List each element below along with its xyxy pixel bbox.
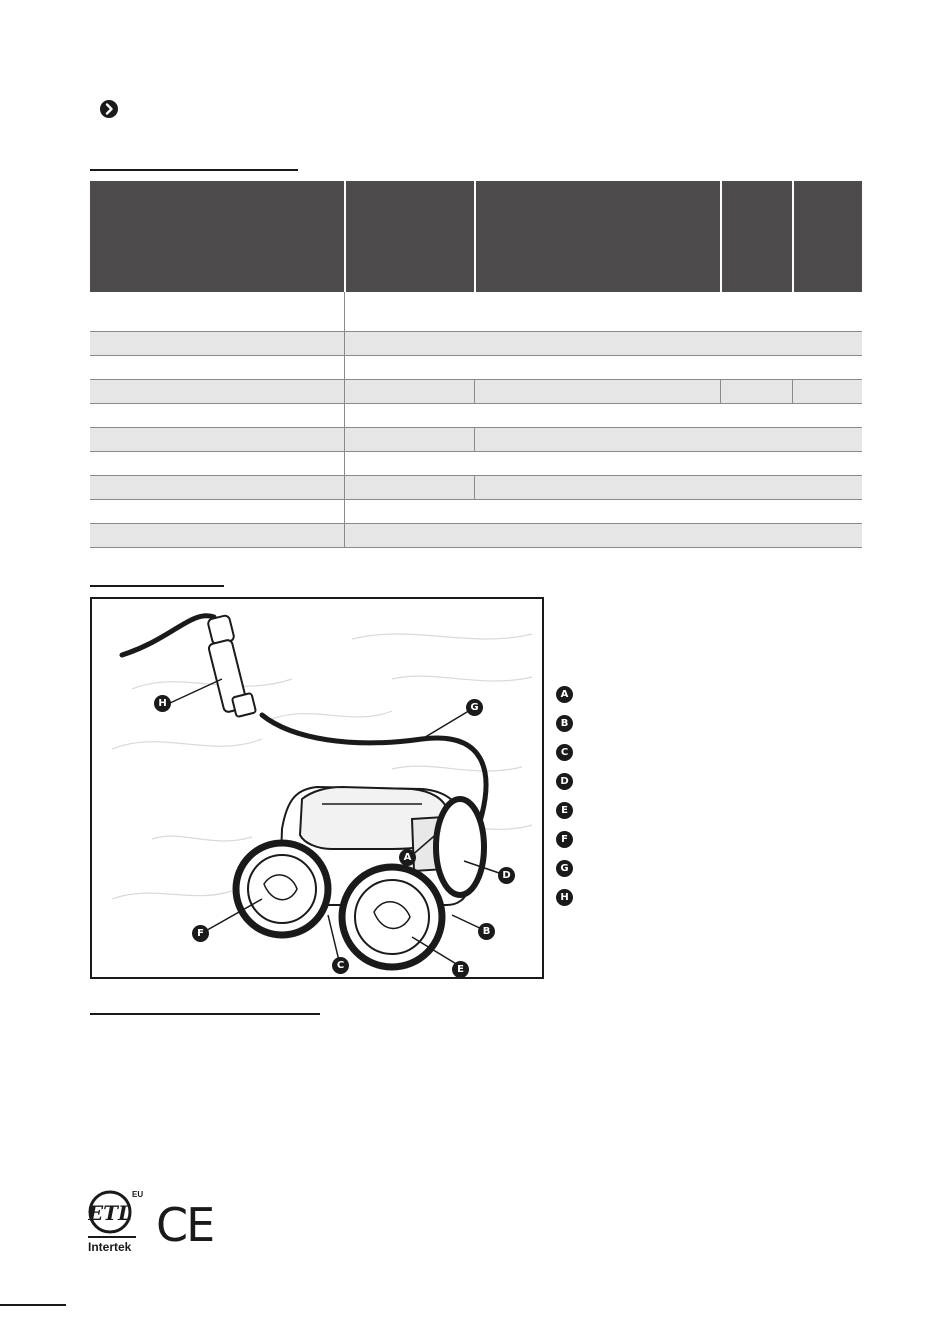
footer-rule — [0, 1304, 66, 1306]
letter-h-icon: H — [556, 889, 573, 906]
table-row — [90, 524, 862, 548]
list-item — [556, 709, 856, 738]
section-heading-underline — [90, 1013, 320, 1015]
specifications-table — [90, 181, 862, 548]
svg-text:ETL: ETL — [88, 1201, 133, 1225]
letter-d-icon: D — [556, 773, 573, 790]
robot-cleaner-drawing — [92, 599, 542, 977]
table-row — [90, 428, 862, 452]
table-header — [90, 181, 862, 292]
section-heading-underline — [90, 585, 224, 587]
etl-intertek-label: Intertek — [88, 1240, 132, 1254]
parts-legend — [556, 680, 856, 912]
callout-c: C — [332, 957, 349, 974]
callout-f: F — [192, 925, 209, 942]
letter-f-icon: F — [556, 831, 573, 848]
callout-d: D — [498, 867, 515, 884]
table-row — [90, 452, 862, 476]
etl-mark-icon — [88, 1185, 228, 1255]
callout-e: E — [452, 961, 469, 978]
etl-region-label: EU — [132, 1190, 144, 1199]
letter-g-icon: G — [556, 860, 573, 877]
letter-e-icon: E — [556, 802, 573, 819]
callout-h: H — [154, 695, 171, 712]
letter-c-icon: C — [556, 744, 573, 761]
letter-b-icon: B — [556, 715, 573, 732]
list-item — [556, 738, 856, 767]
list-item — [556, 883, 856, 912]
letter-a-icon: A — [556, 686, 573, 703]
table-row — [90, 356, 862, 380]
list-item — [556, 767, 856, 796]
table-row — [90, 380, 862, 404]
list-item — [556, 796, 856, 825]
arrow-right-circle-icon — [100, 100, 118, 118]
list-item — [556, 825, 856, 854]
table-row — [90, 476, 862, 500]
table-row — [90, 404, 862, 428]
ce-mark: CE — [156, 1198, 214, 1252]
list-item — [556, 680, 856, 709]
callout-b: B — [478, 923, 495, 940]
callout-g: G — [466, 699, 483, 716]
table-row — [90, 292, 862, 332]
table-row — [90, 500, 862, 524]
section-heading-underline — [90, 169, 298, 171]
robot-cleaner-illustration — [90, 597, 544, 979]
certification-marks — [88, 1185, 228, 1255]
list-item — [556, 854, 856, 883]
table-row — [90, 332, 862, 356]
callout-a: A — [399, 849, 416, 866]
